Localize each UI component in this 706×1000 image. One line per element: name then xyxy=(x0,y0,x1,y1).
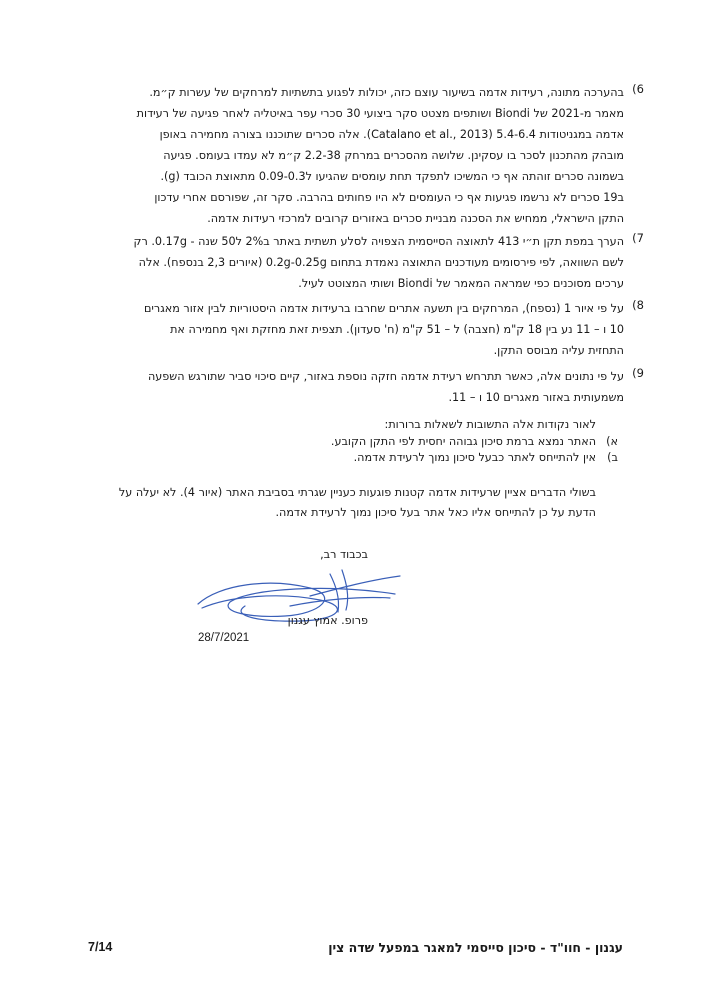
text-line: על פי איור 1 (נספח), המרחקים בין תשעה אתרים שחרבו ברעידות אדמה היסטוריות לבין אזור מאגרים xyxy=(143,302,624,315)
option-label: ב) xyxy=(607,451,618,464)
text-line: 10 ו – 11 נע בין 18 ק"מ (חצבה) ל – 51 ק"מ (ח' סעדון). תצפית זאת מחזקת ואף מחמירה את xyxy=(170,323,624,336)
text-line: מאמר מ-2021 של Biondi ושותפים מצטט סקר ביצועי 30 סכרי עפר באיטליה לאחר פגיעה של רעידות xyxy=(136,107,624,120)
text-line: התקן הישראלי, ממחיש את הסכנה מבניית סכרים באזורים קרובים למרכזי רעידות אדמה. xyxy=(207,212,624,225)
conclusion-option-a xyxy=(96,434,618,451)
item-number: 9) xyxy=(632,366,644,380)
item-number: 8) xyxy=(632,298,644,312)
text-line: התחזית עליה מבוסס התקן. xyxy=(493,344,624,357)
text-line: ב19 סכרים לא נרשמו פגיעות אף כי העומסים לא היו פחותים בהרבה. סקר זה, שפורסם אחרי עדכון xyxy=(154,191,624,204)
text-line: הדעת על כן להתייחס אליו כאל אתר בעל סיכון נמוך לרעידת אדמה. xyxy=(275,506,596,519)
signer-name: פרופ. אמוץ עגנון xyxy=(287,614,368,627)
conclusion-intro: לאור נקודות אלה התשובות לשאלות ברורות: xyxy=(384,418,596,431)
text-line: הערך במפת תקן ת״י 413 לתאוצה הסייסמית הצפויה לסלע תשתית באתר ב2% ל50 שנה - 0.17g. רק xyxy=(133,235,624,248)
text-line: לשם השוואה, לפי פירסומים מעודכנים התאוצה נאמדת בתחום 0.2g-0.25g (איורים 2,3 בנספח). אלה xyxy=(138,256,624,269)
text-line: על פי נתונים אלה, כאשר תתרחש רעידת אדמה חזקה נוספת באזור, קיים סיכוי סביר שתורגש השפעה xyxy=(148,370,624,383)
signature-block xyxy=(180,548,430,658)
text-line: בשולי הדברים אציין שרעידות אדמה קטנות פוגעות כעניין שגרתי בסביבת האתר (איור 4). לא יעלה על xyxy=(118,486,596,499)
text-line: בהערכה מתונה, רעידות אדמה בשיעור עוצם כזה, יכולות לפגוע בתשתיות למרחקים של עשרות ק״מ. xyxy=(149,86,624,99)
text-line: מובהק מהתכנון לסכר בו עסקינן. שלושה מהסכרים במרחק 2.2-38 ק״מ לא עמדו בעומס. פגיעה xyxy=(163,149,624,162)
text-line: אדמה במגניטודות 5.4-6.4 (Catalano et al., 2013). אלה סכרים שתוכננו בצורה מחמירה באופן xyxy=(159,128,624,141)
greeting: בכבוד רב, xyxy=(320,548,368,561)
option-text: האתר נמצא ברמת סיכון גבוהה יחסית לפי התקן הקובע. xyxy=(330,434,596,448)
item-number: 7) xyxy=(632,231,644,245)
text-line: בשמונה סכרים זוהתה אף כי המשיכו לתפקד תחת עומסים שהגיעו ל0.09-0.3 מתאוצת הכובד (g). xyxy=(160,170,624,183)
signature-date: 28/7/2021 xyxy=(198,632,250,644)
list-item-9 xyxy=(94,366,644,408)
list-item-6 xyxy=(94,82,644,229)
text-line: משמעותית באזור מאגרים 10 ו – 11. xyxy=(448,391,624,404)
conclusion xyxy=(96,417,618,467)
option-text: אין להתייחס לאתר כבעל סיכון נמוך לרעידת אדמה. xyxy=(353,451,596,464)
conclusion-option-b xyxy=(96,450,618,467)
item-number: 6) xyxy=(632,82,644,96)
option-label: א) xyxy=(606,434,618,448)
page-number: 7/14 xyxy=(88,940,113,954)
list-item-7 xyxy=(94,231,644,294)
list-item-8 xyxy=(94,298,644,361)
footer-title: עגנון - חוו"ד - סיכון סייסמי למאגר במפעל שדה צין xyxy=(328,940,623,955)
closing-paragraph xyxy=(76,483,596,523)
text-line: ערכים מסוכנים כפי שמראה המאמר של Biondi ושותי המצוטט לעיל. xyxy=(298,277,624,290)
